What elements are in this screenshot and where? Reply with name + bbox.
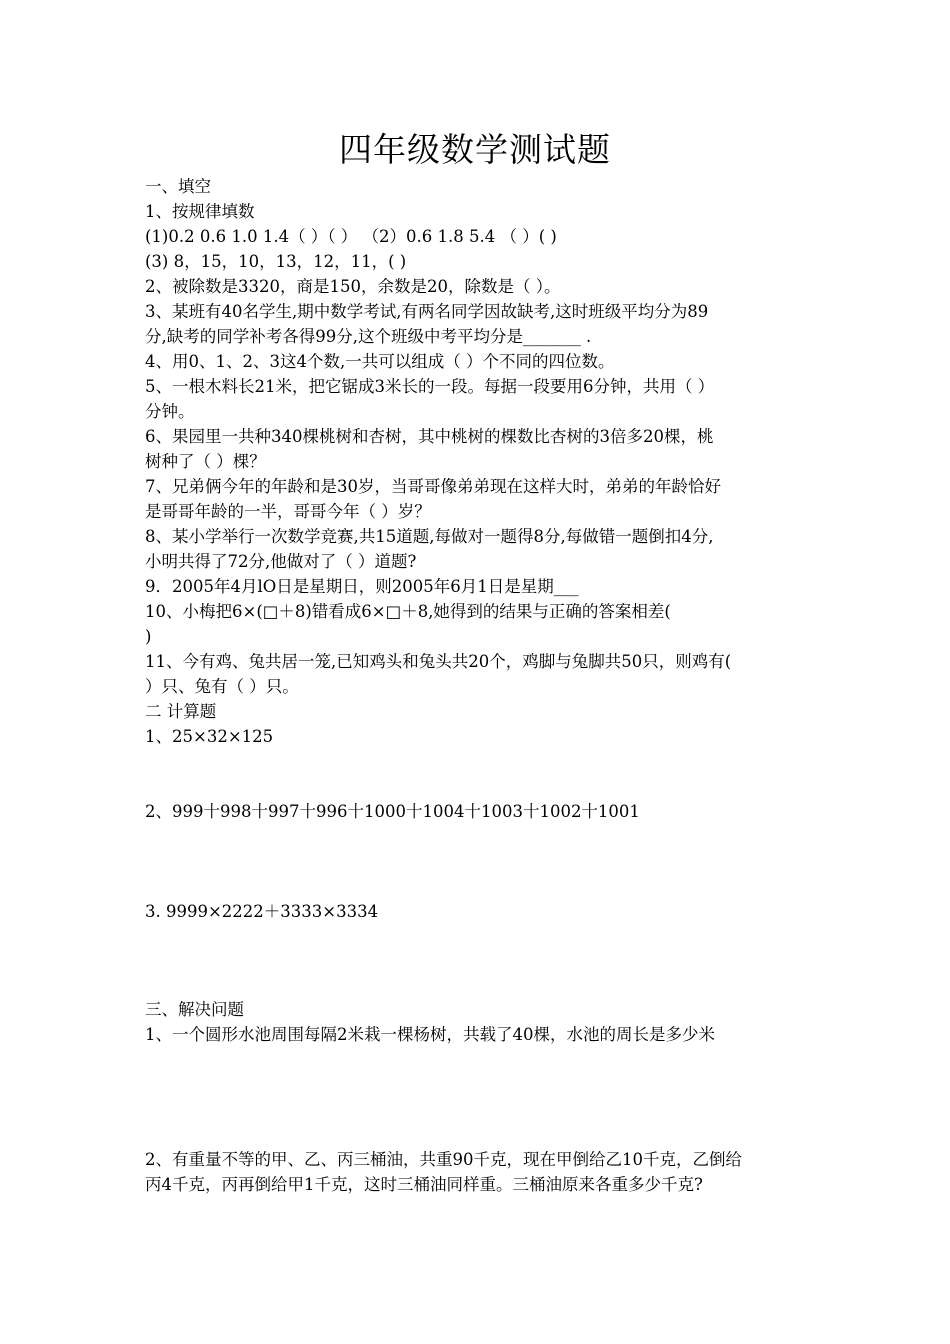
question-1-part-3: (3) 8，15，10，13，12，11，( ) [145, 252, 407, 271]
problem-2-line-1: 2、有重量不等的甲、乙、丙三桶油，共重90千克，现在甲倒给乙10千克，乙倒给 [145, 1150, 742, 1169]
calculation-2: 2、999十998十997十996十1000十1004十1003十1002十1001 [145, 802, 640, 821]
question-7-line-2: 是哥哥年龄的一半，哥哥今年（ ）岁？ [145, 502, 431, 521]
section-heading-fill-blank: 一、填空 [145, 177, 211, 196]
question-8-line-2: 小明共得了72分,他做对了（ ）道题? [145, 552, 417, 571]
question-6-line-2: 树种了（ ）棵？ [145, 452, 266, 471]
calculation-1: 1、25×32×125 [145, 727, 274, 746]
question-2: 2、被除数是3320，商是150，余数是20，除数是（ ）。 [145, 277, 561, 296]
problem-2-line-2: 丙4千克，丙再倒给甲1千克，这时三桶油同样重。三桶油原来各重多少千克? [145, 1175, 703, 1194]
question-6-line-1: 6、果园里一共种340棵桃树和杏树，其中桃树的棵数比杏树的3倍多20棵，桃 [145, 427, 714, 446]
question-9: 9．2005年4月lO日是星期日，则2005年6月1日是星期___ [145, 577, 579, 596]
section-heading-problem-solving: 三、解决问题 [145, 1000, 244, 1019]
question-8-line-1: 8、某小学举行一次数学竞赛,共15道题,每做对一题得8分,每做错一题倒扣4分, [145, 527, 714, 546]
question-5-line-1: 5、一根木料长21米，把它锯成3米长的一段。每据一段要用6分钟，共用（ ） [145, 377, 715, 396]
question-4: 4、用0、1、2、3这4个数,一共可以组成（ ）个不同的四位数。 [145, 352, 615, 371]
question-1: 1、按规律填数 [145, 202, 255, 221]
question-3-line-1: 3、某班有40名学生,期中数学考试,有两名同学因故缺考,这时班级平均分为89 [145, 302, 709, 321]
question-1-part-1-2: (1)0.2 0.6 1.0 1.4（ ）（ ） （2）0.6 1.8 5.4 （ ）( ) [145, 227, 557, 246]
section-heading-calculation: 二 计算题 [145, 702, 217, 721]
question-3-line-2: 分,缺考的同学补考各得99分,这个班级中考平均分是_______ . [145, 327, 592, 346]
problem-1: 1、一个圆形水池周围每隔2米栽一棵杨树，共载了40棵，水池的周长是多少米 [145, 1025, 715, 1044]
question-11-line-2: ）只、兔有（ ）只。 [145, 677, 299, 696]
page-title: 四年级数学测试题 [339, 130, 611, 169]
question-7-line-1: 7、兄弟俩今年的年龄和是30岁，当哥哥像弟弟现在这样大时，弟弟的年龄恰好 [145, 477, 721, 496]
question-10-line-2: ) [145, 627, 152, 646]
calculation-3: 3. 9999×2222＋3333×3334 [145, 902, 379, 921]
question-11-line-1: 11、今有鸡、兔共居一笼,已知鸡头和兔头共20个，鸡脚与兔脚共50只，则鸡有( [145, 652, 732, 671]
question-5-line-2: 分钟。 [145, 402, 195, 421]
question-10-line-1: 10、小梅把6×(□＋8)错看成6×□＋8,她得到的结果与正确的答案相差( [145, 602, 671, 621]
